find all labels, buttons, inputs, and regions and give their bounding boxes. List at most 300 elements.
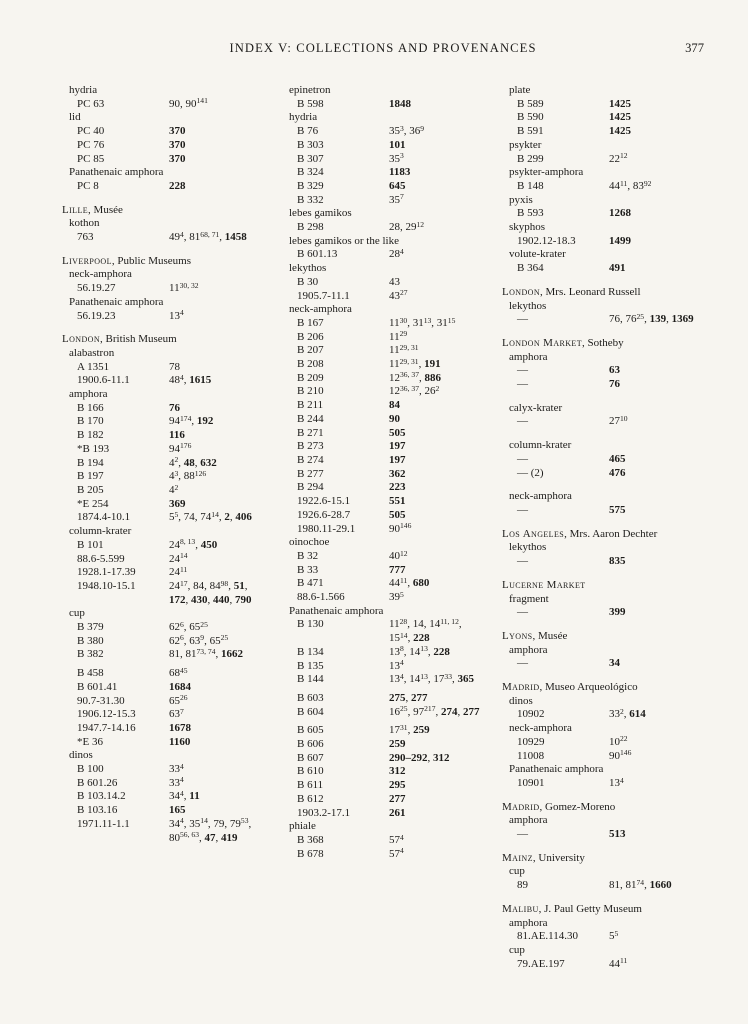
shape-subheading: phiale bbox=[289, 820, 316, 833]
shape-subheading: alabastron bbox=[69, 346, 115, 359]
entry-id: B 33 bbox=[297, 563, 319, 576]
ref-superscript: 126 bbox=[194, 468, 207, 478]
ref-text: 277 bbox=[411, 691, 428, 704]
page-header bbox=[62, 42, 704, 84]
index-entry bbox=[282, 807, 483, 821]
index-entry bbox=[282, 724, 483, 738]
ref-superscript: 11 bbox=[400, 575, 408, 585]
ref-superscript: 7 bbox=[400, 192, 404, 202]
ref-text: , bbox=[207, 593, 213, 606]
index-entry bbox=[62, 722, 263, 736]
ref-text: 84 bbox=[389, 399, 400, 412]
ref-text: , 74, 74 bbox=[178, 511, 212, 524]
ref-text: , bbox=[407, 632, 414, 645]
ref-text: , 14 bbox=[403, 673, 421, 686]
entry-id: 1902.12-18.3 bbox=[517, 234, 576, 247]
ref-text: , bbox=[244, 579, 248, 592]
index-entry bbox=[282, 221, 483, 235]
entry-id: B 604 bbox=[297, 705, 324, 718]
index-entry bbox=[282, 523, 483, 537]
index-entry bbox=[62, 498, 263, 512]
block-gap bbox=[502, 620, 703, 630]
ref-text: 48 bbox=[169, 374, 180, 387]
index-entry bbox=[282, 454, 483, 468]
ref-text: 790 bbox=[235, 593, 252, 606]
entry-refs bbox=[169, 125, 263, 139]
index-entry bbox=[62, 484, 263, 498]
entry-id: B 167 bbox=[297, 316, 324, 329]
entry-refs bbox=[169, 180, 263, 194]
collection-qualifier: , Gomez-Moreno bbox=[539, 800, 616, 813]
entry-refs bbox=[389, 194, 483, 208]
shape-subheading: hydria bbox=[289, 111, 318, 124]
entry-id: — bbox=[517, 364, 528, 377]
ref-text: , bbox=[195, 538, 201, 551]
ref-text: 44 bbox=[609, 179, 620, 192]
ref-text: , 17 bbox=[427, 673, 445, 686]
entry-refs bbox=[609, 262, 703, 276]
entry-id: B 32 bbox=[297, 549, 319, 562]
entry-id: B 170 bbox=[77, 415, 104, 428]
entry-id: B 611 bbox=[297, 779, 324, 792]
ref-text: , bbox=[644, 313, 650, 326]
shape-subheading: amphora bbox=[69, 388, 108, 401]
collection-heading bbox=[502, 528, 703, 542]
ref-text: 835 bbox=[609, 555, 626, 568]
index-entry bbox=[62, 282, 263, 296]
entry-refs bbox=[609, 504, 703, 518]
entry-id: 10902 bbox=[517, 708, 545, 721]
entry-refs bbox=[609, 453, 703, 467]
index-entry bbox=[62, 580, 263, 607]
block-gap bbox=[502, 429, 703, 439]
ref-text: 24 bbox=[169, 552, 180, 565]
entry-id: B 294 bbox=[297, 481, 324, 494]
index-entry bbox=[62, 539, 263, 553]
ref-text: 1684 bbox=[169, 680, 191, 693]
ref-text: 172 bbox=[169, 593, 186, 606]
shape-subheading: epinetron bbox=[289, 84, 331, 96]
ref-text: 11 bbox=[169, 282, 180, 295]
ref-text: 27 bbox=[609, 415, 620, 428]
entry-refs bbox=[609, 415, 703, 429]
block-gap bbox=[62, 194, 263, 204]
index-entry bbox=[502, 750, 703, 764]
index-entry bbox=[282, 577, 483, 591]
ref-text: , bbox=[219, 231, 225, 244]
ref-text: 513 bbox=[609, 828, 626, 841]
ref-superscript: 33 bbox=[444, 671, 452, 681]
entry-refs bbox=[609, 207, 703, 221]
ref-text: 275 bbox=[389, 691, 406, 704]
index-entry bbox=[62, 361, 263, 375]
ref-superscript: 4 bbox=[400, 658, 404, 668]
ref-superscript: 98 bbox=[220, 578, 229, 588]
ref-text: 191 bbox=[424, 358, 441, 371]
ref-text: 63 bbox=[609, 364, 620, 377]
block-gap bbox=[62, 245, 263, 255]
entry-refs bbox=[389, 399, 483, 413]
entry-refs bbox=[389, 221, 483, 235]
index-entry bbox=[502, 958, 703, 972]
entry-id: 88.6-1.566 bbox=[297, 591, 345, 604]
ref-text: 362 bbox=[389, 467, 406, 480]
ref-text: , 79, 79 bbox=[207, 817, 241, 830]
collection-heading bbox=[502, 286, 703, 300]
entry-refs bbox=[389, 413, 483, 427]
entry-id: B 598 bbox=[297, 97, 324, 110]
collection-name: Lyons bbox=[502, 629, 533, 642]
entry-id: B 194 bbox=[77, 456, 104, 469]
collection-heading bbox=[502, 630, 703, 644]
ref-text: , bbox=[218, 511, 225, 524]
index-entry bbox=[62, 804, 263, 818]
entry-refs bbox=[389, 706, 483, 720]
index-entry bbox=[282, 468, 483, 482]
entry-id: PC 63 bbox=[77, 97, 105, 110]
index-entry bbox=[282, 166, 483, 180]
collection-qualifier: , British Museum bbox=[100, 333, 177, 346]
shape-subheading: dinos bbox=[509, 694, 533, 707]
entry-id: 1980.11-29.1 bbox=[297, 522, 356, 535]
entry-refs bbox=[389, 738, 483, 752]
ref-text: 12 bbox=[389, 385, 400, 398]
ref-superscript: 13 bbox=[420, 671, 428, 681]
entry-id: B 605 bbox=[297, 724, 324, 737]
ref-superscript: 9 bbox=[200, 633, 205, 643]
ref-text: 12 bbox=[389, 371, 400, 384]
entry-id: 1971.11-1.1 bbox=[77, 817, 130, 830]
index-entry bbox=[502, 467, 703, 481]
ref-text: 90 bbox=[389, 522, 400, 535]
entry-refs bbox=[389, 248, 483, 262]
ref-superscript: 25 bbox=[200, 619, 208, 629]
entry-refs bbox=[389, 550, 483, 564]
ref-text: 94 bbox=[169, 442, 180, 455]
ref-text: 274 bbox=[440, 705, 458, 718]
index-entry bbox=[62, 139, 263, 153]
ref-text: 94 bbox=[169, 415, 180, 428]
ref-text: 277 bbox=[389, 792, 406, 805]
entry-refs bbox=[169, 566, 263, 580]
index-entry bbox=[282, 399, 483, 413]
ref-text: 49 bbox=[169, 231, 180, 244]
entry-refs bbox=[169, 511, 263, 525]
shape-subheading: neck-amphora bbox=[509, 722, 572, 735]
ref-superscript: 13 bbox=[420, 644, 428, 654]
ref-text: 365 bbox=[457, 673, 474, 686]
entry-refs bbox=[389, 577, 483, 591]
ref-superscript: 22 bbox=[620, 734, 628, 744]
index-entry bbox=[502, 555, 703, 569]
index-entry bbox=[62, 648, 263, 662]
entry-refs bbox=[389, 807, 483, 821]
collection-qualifier: , Sotheby bbox=[582, 336, 624, 349]
entry-id: B 332 bbox=[297, 193, 324, 206]
ref-text: , 14 bbox=[403, 645, 421, 658]
index-entry bbox=[282, 331, 483, 345]
ref-text: 1499 bbox=[609, 234, 631, 247]
index-entry bbox=[282, 413, 483, 427]
entry-refs bbox=[169, 139, 263, 153]
ref-text: 13 bbox=[389, 659, 400, 672]
index-entry bbox=[502, 879, 703, 893]
index-entry bbox=[282, 660, 483, 674]
ref-superscript: 10 bbox=[620, 414, 628, 424]
index-entry bbox=[282, 344, 483, 358]
ref-text: , bbox=[451, 673, 458, 686]
ref-superscript: 15 bbox=[447, 315, 456, 325]
entry-id: 89 bbox=[517, 879, 528, 892]
ref-superscript: 4 bbox=[400, 671, 404, 681]
entry-refs bbox=[389, 98, 483, 112]
entry-refs bbox=[389, 752, 483, 766]
ref-text: 370 bbox=[169, 125, 186, 138]
entry-refs bbox=[389, 153, 483, 167]
shape-subheading: amphora bbox=[509, 643, 548, 656]
ref-text: 10 bbox=[609, 735, 620, 748]
index-entry bbox=[282, 618, 483, 645]
entry-id: B 307 bbox=[297, 152, 324, 165]
ref-superscript: 36, 37 bbox=[400, 370, 419, 380]
ref-superscript: 25 bbox=[220, 633, 229, 643]
entry-id: B 30 bbox=[297, 275, 319, 288]
entry-refs bbox=[389, 481, 483, 495]
ref-text: 76 bbox=[609, 378, 620, 391]
index-entry bbox=[502, 736, 703, 750]
entry-id: PC 85 bbox=[77, 152, 105, 165]
ref-text: 228 bbox=[169, 179, 186, 192]
index-entry bbox=[502, 378, 703, 392]
entry-refs bbox=[169, 443, 263, 457]
index-entry bbox=[502, 262, 703, 276]
entry-refs bbox=[609, 750, 703, 764]
entry-id: — bbox=[517, 452, 528, 465]
ref-superscript: 26 bbox=[180, 693, 188, 703]
ref-text: 13 bbox=[389, 673, 400, 686]
entry-refs bbox=[389, 523, 483, 537]
ref-superscript: 6 bbox=[180, 619, 184, 629]
ref-text: 1660 bbox=[649, 879, 672, 892]
ref-text: 192 bbox=[196, 415, 214, 428]
ref-text: 63 bbox=[169, 708, 180, 721]
entry-id: 1928.1-17.39 bbox=[77, 566, 136, 579]
entry-refs bbox=[169, 153, 263, 167]
ref-text: , bbox=[418, 371, 425, 384]
entry-id: PC 76 bbox=[77, 138, 105, 151]
index-entry bbox=[282, 125, 483, 139]
index-entry bbox=[282, 564, 483, 578]
entry-id: B 134 bbox=[297, 645, 324, 658]
ref-superscript: 30, 32 bbox=[179, 280, 199, 290]
collection-heading bbox=[502, 852, 703, 866]
ref-superscript: 27 bbox=[400, 288, 408, 298]
index-entry bbox=[282, 738, 483, 752]
entry-id: B 380 bbox=[77, 634, 104, 647]
shape-subheading: Panathenaic amphora bbox=[509, 763, 604, 776]
ref-text: , bbox=[178, 456, 184, 469]
ref-text: 11 bbox=[389, 618, 400, 631]
entry-id: B 208 bbox=[297, 358, 324, 371]
entry-refs bbox=[609, 606, 703, 620]
block-gap bbox=[62, 323, 263, 333]
entry-id: 1922.6-15.1 bbox=[297, 495, 351, 508]
entry-id: B 100 bbox=[77, 763, 104, 776]
entry-refs bbox=[389, 618, 483, 645]
index-entry bbox=[62, 708, 263, 722]
entry-id: B 368 bbox=[297, 833, 324, 846]
entry-id: — (2) bbox=[517, 466, 544, 479]
ref-text: 197 bbox=[389, 440, 406, 453]
ref-superscript: 9 bbox=[420, 123, 425, 133]
collection-name: Madrid bbox=[502, 800, 540, 813]
collection-name: London Market bbox=[502, 336, 583, 349]
ref-text: , bbox=[229, 593, 235, 606]
ref-text: 81, 81 bbox=[609, 879, 637, 892]
block-gap bbox=[502, 518, 703, 528]
entry-id: B 364 bbox=[517, 262, 544, 275]
entry-id: 1906.12-15.3 bbox=[77, 708, 136, 721]
ref-text: 11 bbox=[389, 344, 400, 357]
collection-heading bbox=[62, 255, 263, 269]
index-entry bbox=[282, 180, 483, 194]
index-entry bbox=[282, 372, 483, 386]
entry-refs bbox=[609, 364, 703, 378]
entry-id: B 379 bbox=[77, 621, 104, 634]
entry-id: B 606 bbox=[297, 738, 324, 751]
entry-id: A 1351 bbox=[77, 360, 110, 373]
index-entry bbox=[62, 818, 263, 845]
ref-text: 1425 bbox=[609, 125, 631, 138]
entry-id: B 103.16 bbox=[77, 804, 118, 817]
ref-superscript: 4 bbox=[620, 775, 624, 785]
ref-text: 35 bbox=[389, 193, 400, 206]
ref-text: 34 bbox=[169, 790, 180, 803]
collection-name: Liverpool bbox=[62, 254, 112, 267]
entry-id: — bbox=[517, 828, 528, 841]
index-entry bbox=[502, 235, 703, 249]
ref-superscript: 28 bbox=[399, 617, 408, 627]
entry-id: 1947.7-14.16 bbox=[77, 721, 136, 734]
index-entry bbox=[282, 248, 483, 262]
ref-superscript: 30 bbox=[399, 315, 408, 325]
ref-superscript: 4 bbox=[400, 846, 404, 856]
entry-id: B 298 bbox=[297, 221, 324, 234]
index-entry bbox=[282, 765, 483, 779]
ref-text: 261 bbox=[389, 806, 406, 819]
entry-id: 56.19.23 bbox=[77, 309, 116, 322]
entry-id: B 607 bbox=[297, 751, 324, 764]
entry-refs bbox=[609, 180, 703, 194]
index-entry bbox=[282, 481, 483, 495]
index-entry bbox=[62, 790, 263, 804]
shape-subheading: pyxis bbox=[509, 193, 533, 206]
index-entry bbox=[282, 752, 483, 766]
entry-id: 81.AE.114.30 bbox=[517, 930, 579, 943]
ref-text: 505 bbox=[389, 426, 406, 439]
index-entry bbox=[62, 402, 263, 416]
ref-text: 34 bbox=[169, 817, 180, 830]
index-entry bbox=[502, 504, 703, 518]
shape-subheading: amphora bbox=[509, 916, 548, 929]
entry-refs bbox=[169, 310, 263, 324]
entry-id: 56.19.27 bbox=[77, 282, 116, 295]
ref-text: , bbox=[427, 645, 434, 658]
index-entry bbox=[282, 194, 483, 208]
entry-id: B 678 bbox=[297, 847, 324, 860]
ref-text: 33 bbox=[169, 776, 180, 789]
entry-refs bbox=[169, 470, 263, 484]
index-entry bbox=[282, 591, 483, 605]
index-entry bbox=[62, 695, 263, 709]
entry-id: B 210 bbox=[297, 385, 324, 398]
index-entry bbox=[502, 111, 703, 125]
ref-superscript: 4 bbox=[180, 775, 184, 785]
entry-id: 90.7-31.30 bbox=[77, 694, 125, 707]
ref-text: , bbox=[215, 831, 221, 844]
entry-refs bbox=[169, 648, 263, 662]
block-gap bbox=[502, 671, 703, 681]
entry-id: — bbox=[517, 503, 528, 516]
index-entry bbox=[502, 777, 703, 791]
index-entry bbox=[62, 667, 263, 681]
ref-text: 476 bbox=[609, 466, 626, 479]
ref-text: 1615 bbox=[189, 374, 212, 387]
ref-text: 5 bbox=[169, 511, 175, 524]
ref-superscript: 14 bbox=[400, 630, 408, 640]
ref-text: 1268 bbox=[609, 207, 631, 220]
index-entry bbox=[62, 566, 263, 580]
entry-id: B 166 bbox=[77, 401, 104, 414]
ref-superscript: 8 bbox=[400, 644, 404, 654]
ref-text: 62 bbox=[169, 634, 180, 647]
index-entry bbox=[502, 207, 703, 221]
ref-text: 1369 bbox=[671, 313, 694, 326]
shape-subheading: volute-krater bbox=[509, 248, 566, 261]
ref-text: , bbox=[407, 577, 413, 590]
entry-refs bbox=[169, 736, 263, 750]
entry-id: B 148 bbox=[517, 179, 544, 192]
entry-id: — bbox=[517, 606, 528, 619]
entry-id: B 273 bbox=[297, 440, 324, 453]
ref-superscript: 146 bbox=[400, 521, 412, 531]
block-gap bbox=[502, 842, 703, 852]
ref-text: 34 bbox=[609, 657, 620, 670]
ref-superscript: 12 bbox=[400, 548, 408, 558]
shape-subheading: lebes gamikos or the like bbox=[289, 234, 399, 247]
shape-subheading: cup bbox=[69, 607, 85, 620]
ref-text: 5 bbox=[609, 930, 615, 943]
shape-subheading: skyphos bbox=[509, 221, 546, 234]
index-entry bbox=[502, 153, 703, 167]
shape-subheading: calyx-krater bbox=[509, 401, 563, 414]
shape-subheading: kothon bbox=[69, 217, 100, 230]
ref-text: 1848 bbox=[389, 97, 411, 110]
ref-text: 90 bbox=[389, 412, 400, 425]
ref-text: 16 bbox=[389, 705, 400, 718]
ref-text: , bbox=[405, 691, 411, 704]
ref-text: 295 bbox=[389, 779, 406, 792]
ref-superscript: 11 bbox=[620, 178, 628, 188]
ref-superscript: 2 bbox=[620, 707, 624, 717]
entry-refs bbox=[389, 385, 483, 399]
entry-id: 10929 bbox=[517, 735, 545, 748]
shape-subheading: neck-amphora bbox=[509, 490, 572, 503]
index-entry bbox=[62, 681, 263, 695]
ref-text: 228 bbox=[433, 645, 450, 658]
ref-text: 614 bbox=[629, 708, 646, 721]
entry-id: B 205 bbox=[77, 483, 104, 496]
